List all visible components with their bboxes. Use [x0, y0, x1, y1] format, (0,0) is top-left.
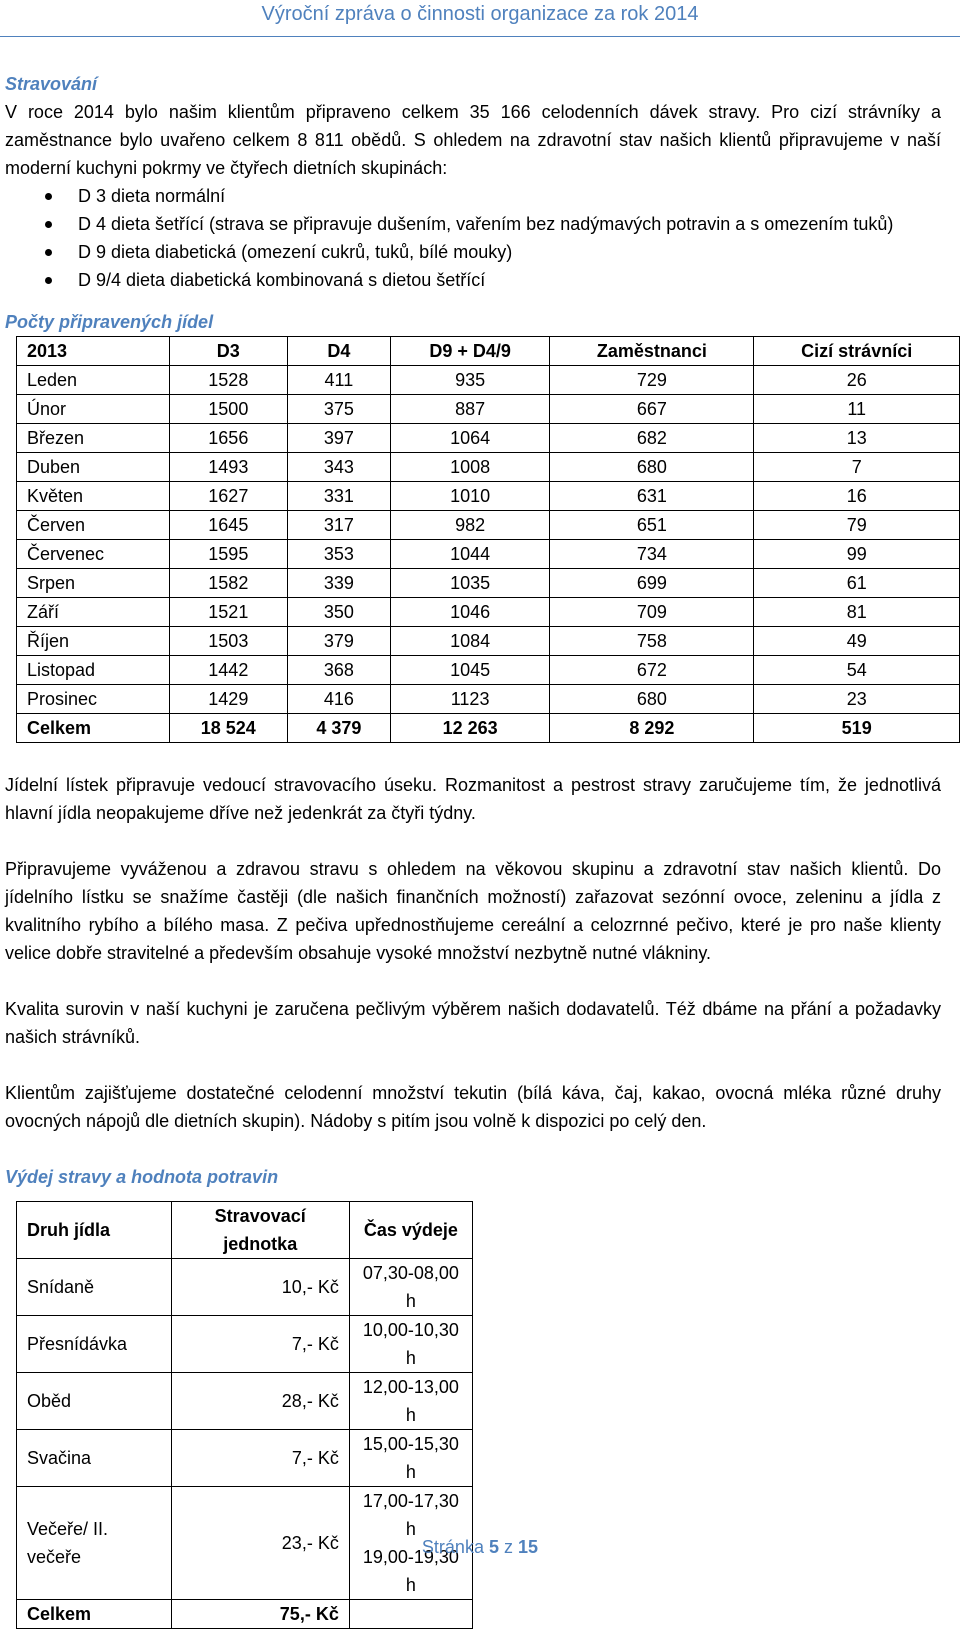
section-title-stravovani: Stravování [5, 74, 98, 94]
table-row [17, 598, 960, 627]
value-cell: 1645 [169, 511, 287, 540]
value-cell: 1528 [169, 366, 287, 395]
table-row [17, 482, 960, 511]
value-cell: 397 [288, 424, 391, 453]
total-cell: 12 263 [390, 714, 550, 743]
value-cell: 368 [288, 656, 391, 685]
table-row [17, 424, 960, 453]
serving-table [16, 1201, 473, 1629]
header-cell: Stravovací jednotka [171, 1202, 349, 1259]
value-cell: 1656 [169, 424, 287, 453]
value-cell: 1595 [169, 540, 287, 569]
total-cell: 75,- Kč [171, 1600, 349, 1629]
section-title-pocty: Počty připravených jídel [5, 312, 214, 332]
value-cell: 758 [550, 627, 754, 656]
table-header-row [17, 1202, 473, 1259]
month-cell: Květen [17, 482, 170, 511]
paragraph-fluids: Klientům zajišťujeme dostatečné celodenní množství tekutin (bílá káva, čaj, kakao, ovocná mléka různé druhy ovocných nápojů dle dietních skupin). Nádoby s pitím jsou volně k dispozici po celý den. [5, 1083, 941, 1131]
paragraph-menu: Jídelní lístek připravuje vedoucí stravovacího úseku. Rozmanitost a pestrost stravy zaručujeme tím, že jednotlivá hlavní jídla neopakujeme dříve než jedenkrát za čtyři týdny. [5, 775, 941, 823]
time-line: 19,00-19,30 h [362, 1547, 459, 1595]
month-cell: Prosinec [17, 685, 170, 714]
value-cell: 353 [288, 540, 391, 569]
total-cell: 8 292 [550, 714, 754, 743]
value-cell: 734 [550, 540, 754, 569]
table-row [17, 656, 960, 685]
table-total-row [17, 1600, 473, 1629]
table-row [17, 1373, 473, 1430]
page-content [5, 70, 941, 1629]
value-cell: 81 [754, 598, 960, 627]
month-cell: Únor [17, 395, 170, 424]
price-cell: 23,- Kč [171, 1487, 349, 1600]
empty-cell [349, 1600, 472, 1629]
value-cell: 331 [288, 482, 391, 511]
time-cell: 12,00-13,00 h [349, 1373, 472, 1430]
value-cell: 11 [754, 395, 960, 424]
meal-cell: Oběd [17, 1373, 172, 1430]
meal-cell: Večeře/ II. večeře [17, 1487, 172, 1600]
month-cell: Srpen [17, 569, 170, 598]
diet-item: D 4 dieta šetřící (strava se připravuje dušením, vařením bez nadýmavých potravin a s omezením tuků) [5, 210, 941, 238]
value-cell: 682 [550, 424, 754, 453]
diet-list [5, 182, 941, 294]
footer-page-total: 15 [518, 1537, 539, 1557]
table-row [17, 453, 960, 482]
diet-item: D 9/4 dieta diabetická kombinovaná s dietou šetřící [5, 266, 941, 294]
footer-page-number: 5 [488, 1537, 499, 1557]
value-cell: 375 [288, 395, 391, 424]
total-cell: 519 [754, 714, 960, 743]
table-row [17, 395, 960, 424]
value-cell: 317 [288, 511, 391, 540]
value-cell: 1627 [169, 482, 287, 511]
value-cell: 1064 [390, 424, 550, 453]
time-cell: 07,30-08,00 h [349, 1259, 472, 1316]
price-cell: 10,- Kč [171, 1259, 349, 1316]
diet-item: D 3 dieta normální [5, 182, 941, 210]
value-cell: 26 [754, 366, 960, 395]
header-cell: Zaměstnanci [550, 337, 754, 366]
value-cell: 13 [754, 424, 960, 453]
footer-prefix: Stránka [421, 1537, 484, 1557]
table-row [17, 627, 960, 656]
table-row [17, 366, 960, 395]
meal-cell: Snídaně [17, 1259, 172, 1316]
header-cell: Druh jídla [17, 1202, 172, 1259]
page-footer [0, 1537, 960, 1558]
value-cell: 411 [288, 366, 391, 395]
table-row [17, 1316, 473, 1373]
value-cell: 1500 [169, 395, 287, 424]
value-cell: 343 [288, 453, 391, 482]
value-cell: 416 [288, 685, 391, 714]
value-cell: 16 [754, 482, 960, 511]
header-cell: D9 + D4/9 [390, 337, 550, 366]
total-cell: 18 524 [169, 714, 287, 743]
value-cell: 709 [550, 598, 754, 627]
value-cell: 1582 [169, 569, 287, 598]
price-cell: 7,- Kč [171, 1430, 349, 1487]
value-cell: 1123 [390, 685, 550, 714]
value-cell: 1442 [169, 656, 287, 685]
month-cell: Září [17, 598, 170, 627]
value-cell: 1046 [390, 598, 550, 627]
value-cell: 7 [754, 453, 960, 482]
time-cell: 10,00-10,30 h [349, 1316, 472, 1373]
header-cell: D4 [288, 337, 391, 366]
price-cell: 28,- Kč [171, 1373, 349, 1430]
value-cell: 1503 [169, 627, 287, 656]
total-label-cell: Celkem [17, 714, 170, 743]
value-cell: 1045 [390, 656, 550, 685]
month-cell: Červenec [17, 540, 170, 569]
footer-separator: z [504, 1537, 514, 1557]
header-cell: 2013 [17, 337, 170, 366]
total-label-cell: Celkem [17, 1600, 172, 1629]
table-row [17, 1430, 473, 1487]
value-cell: 99 [754, 540, 960, 569]
value-cell: 350 [288, 598, 391, 627]
total-cell: 4 379 [288, 714, 391, 743]
table-row [17, 685, 960, 714]
value-cell: 651 [550, 511, 754, 540]
header-cell: Cizí strávníci [754, 337, 960, 366]
value-cell: 61 [754, 569, 960, 598]
value-cell: 1044 [390, 540, 550, 569]
month-cell: Leden [17, 366, 170, 395]
value-cell: 667 [550, 395, 754, 424]
running-header: Výroční zpráva o činnosti organizace za rok 2014 [261, 3, 699, 25]
meal-cell: Svačina [17, 1430, 172, 1487]
value-cell: 339 [288, 569, 391, 598]
value-cell: 54 [754, 656, 960, 685]
value-cell: 672 [550, 656, 754, 685]
value-cell: 1429 [169, 685, 287, 714]
table-row [17, 540, 960, 569]
month-cell: Listopad [17, 656, 170, 685]
month-cell: Duben [17, 453, 170, 482]
value-cell: 680 [550, 685, 754, 714]
table-row [17, 569, 960, 598]
value-cell: 1008 [390, 453, 550, 482]
month-cell: Březen [17, 424, 170, 453]
value-cell: 79 [754, 511, 960, 540]
value-cell: 1493 [169, 453, 287, 482]
value-cell: 982 [390, 511, 550, 540]
value-cell: 935 [390, 366, 550, 395]
value-cell: 887 [390, 395, 550, 424]
value-cell: 1521 [169, 598, 287, 627]
table-total-row [17, 714, 960, 743]
table-row [17, 1259, 473, 1316]
value-cell: 680 [550, 453, 754, 482]
paragraph-quality: Kvalita surovin v naší kuchyni je zaručena pečlivým výběrem našich dodavatelů. Též dbáme na přání a požadavky našich strávníků. [5, 999, 941, 1047]
header-cell: Čas výdeje [349, 1202, 472, 1259]
value-cell: 699 [550, 569, 754, 598]
value-cell: 379 [288, 627, 391, 656]
price-cell: 7,- Kč [171, 1316, 349, 1373]
section-title-vydej: Výdej stravy a hodnota potravin [5, 1167, 279, 1187]
header-rule [0, 36, 960, 37]
table-row [17, 511, 960, 540]
value-cell: 1035 [390, 569, 550, 598]
value-cell: 729 [550, 366, 754, 395]
value-cell: 631 [550, 482, 754, 511]
time-cell: 15,00-15,30 h [349, 1430, 472, 1487]
meals-table [16, 336, 960, 743]
diet-item: D 9 dieta diabetická (omezení cukrů, tuků, bílé mouky) [5, 238, 941, 266]
meal-cell: Přesnídávka [17, 1316, 172, 1373]
value-cell: 1084 [390, 627, 550, 656]
time-line: 17,00-17,30 h [362, 1491, 459, 1539]
value-cell: 1010 [390, 482, 550, 511]
intro-paragraph: V roce 2014 bylo našim klientům připraveno celkem 35 166 celodenních dávek stravy. Pro cizí strávníky a zaměstnance bylo uvařeno celkem 8 811 obědů. S ohledem na zdravotní stav našich klientů připravujeme v naší moderní kuchyni pokrmy ve čtyřech dietních skupinách: [5, 102, 941, 178]
table-header-row [17, 337, 960, 366]
month-cell: Červen [17, 511, 170, 540]
value-cell: 49 [754, 627, 960, 656]
header-cell: D3 [169, 337, 287, 366]
value-cell: 23 [754, 685, 960, 714]
paragraph-balanced-diet: Připravujeme vyváženou a zdravou stravu s ohledem na věkovou skupinu a zdravotní stav našich klientů. Do jídelního lístku se snažíme častěji (dle našich finančních možností) zařazovat sezónní ovoce, zeleninu a jídla z kvalitního rybího a bílého masa. Z pečiva upřednostňujeme cereální a celozrnné pečivo, které je pro naše klienty velice dobře stravitelné a především obsahuje vysoké množství nezbytně nutné vlákniny. [5, 859, 941, 963]
month-cell: Říjen [17, 627, 170, 656]
